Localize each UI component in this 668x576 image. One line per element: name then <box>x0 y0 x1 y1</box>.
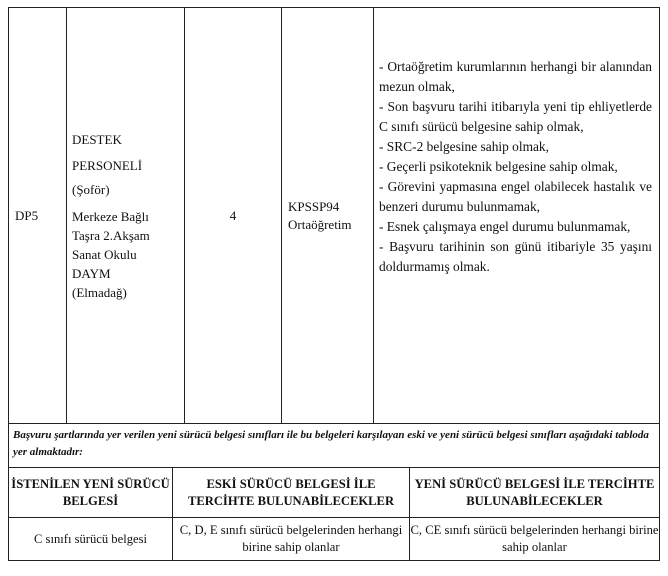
header-old-license: ESKİ SÜRÜCÜ BELGESİ İLE TERCİHTE BULUNABİLECEKLER <box>173 468 410 518</box>
note-table <box>8 423 660 468</box>
requirement-item: - Son başvuru tarihi itibarıyla yeni tip ehliyetlerde C sınıfı sürücü belgesine sahip olmak, <box>379 98 652 134</box>
position-title-cell <box>67 8 185 424</box>
requirement-item: - Başvuru tarihinin son günü itibariyle 35 yaşını doldurmamış olmak. <box>379 238 652 274</box>
position-location <box>72 207 184 302</box>
location-line: Taşra 2.Akşam <box>72 228 150 243</box>
education-level: Ortaöğretim <box>288 216 352 232</box>
document-page <box>8 7 660 567</box>
header-new-license: YENİ SÜRÜCÜ BELGESİ İLE TERCİHTE BULUNABİLECEKLER <box>410 468 660 518</box>
position-count: 4 <box>185 8 282 424</box>
license-note: Başvuru şartlarında yer verilen yeni sürücü belgesi sınıfları ile bu belgeleri karşılayan eski ve yeni sürücü belgesi sınıfları aşağıdaki tabloda yer almaktadır: <box>9 424 660 468</box>
requirements-cell <box>374 8 660 424</box>
position-title-line1: DESTEK <box>72 132 122 147</box>
position-title-line2: PERSONELİ <box>72 158 143 173</box>
header-required-license: İSTENİLEN YENİ SÜRÜCÜ BELGESİ <box>9 468 173 518</box>
requirement-item: - Esnek çalışmaya engel durumu bulunmamak, <box>379 218 631 234</box>
position-row <box>9 8 660 424</box>
table-row <box>9 518 660 561</box>
education-code: KPSSP94 <box>288 198 340 214</box>
license-table <box>8 467 660 561</box>
location-line: Sanat Okulu <box>72 247 137 262</box>
license-header-row <box>9 468 660 518</box>
location-line: Merkeze Bağlı <box>72 209 149 224</box>
location-line: DAYM <box>72 266 111 281</box>
old-license-cell: C, D, E sınıfı sürücü belgelerinden herhangi birine sahip olanlar <box>173 518 410 561</box>
requirement-item: - Görevini yapmasına engel olabilecek hastalık ve benzeri durumu bulunmamak, <box>379 178 652 214</box>
position-table <box>8 7 660 424</box>
position-role: (Şoför) <box>72 182 110 197</box>
new-license-cell: C, CE sınıfı sürücü belgelerinden herhangi birine sahip olanlar <box>410 518 660 561</box>
required-license-cell: C sınıfı sürücü belgesi <box>9 518 173 561</box>
position-code: DP5 <box>9 8 67 424</box>
education-cell <box>282 8 374 424</box>
requirement-item: - SRC-2 belgesine sahip olmak, <box>379 138 549 154</box>
requirement-item: - Ortaöğretim kurumlarının herhangi bir alanından mezun olmak, <box>379 58 652 94</box>
location-line: (Elmadağ) <box>72 285 127 300</box>
requirement-item: - Geçerli psikoteknik belgesine sahip olmak, <box>379 158 618 174</box>
